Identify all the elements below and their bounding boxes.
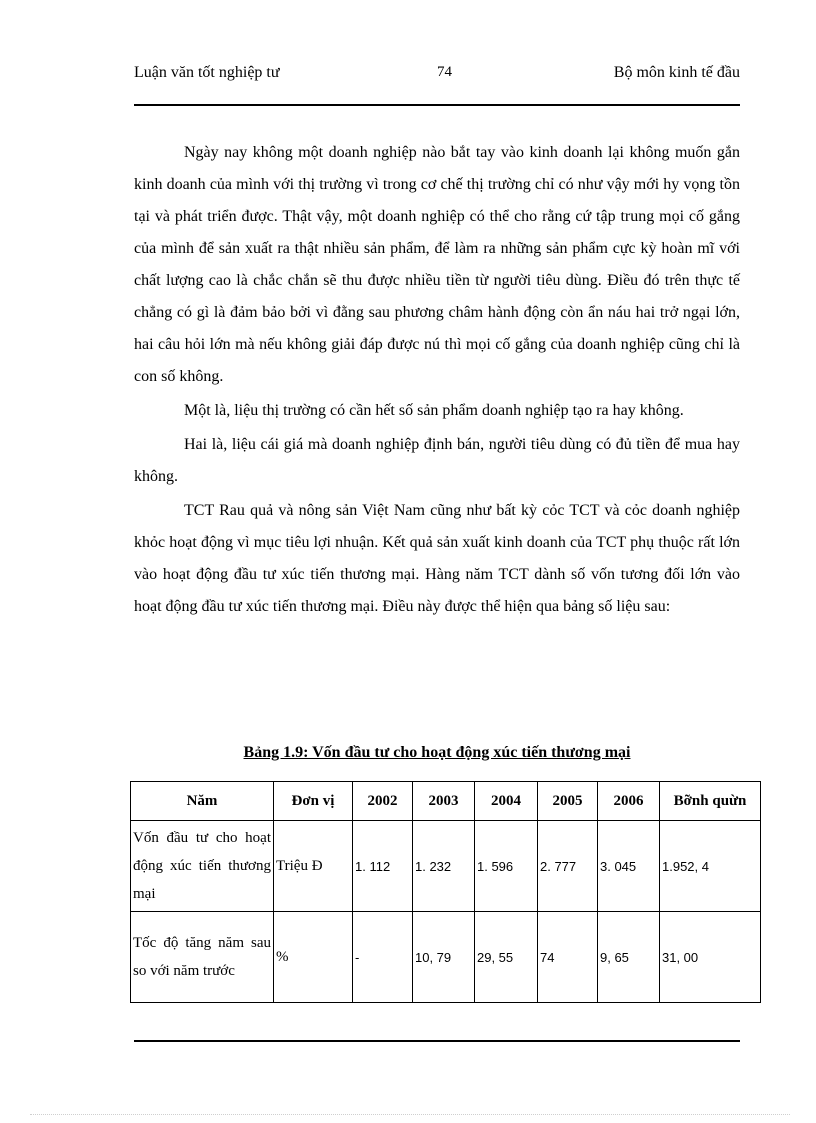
value-cell: 1. 112 [353, 821, 413, 912]
paragraph: TCT Rau quả và nông sản Việt Nam cũng như bất kỳ cỏc TCT và cỏc doanh nghiệp khỏc hoạt động vì mục tiêu lợi nhuận. Kết quả sản xuất kinh doanh của TCT phụ thuộc rất lớn vào hoạt động đầu tư xúc tiến thương mại. Hàng năm TCT dành số vốn tương đối lớn vào hoạt động đầu tư xúc tiến thương mại. Điều này được thể hiện qua bảng số liệu sau: [134, 502, 740, 615]
header-cell: Năm [131, 782, 274, 821]
header-cell: 2002 [353, 782, 413, 821]
table-header-row [131, 782, 761, 821]
table-row [131, 821, 761, 912]
row-label: Vốn đầu tư cho hoạt động xúc tiến thương mại [131, 821, 274, 912]
paragraph: Ngày nay không một doanh nghiệp nào bắt tay vào kinh doanh lại không muốn gắn kinh doanh của mình với thị trường vì trong cơ chế thị trường chỉ có như vậy mới hy vọng tồn tại và phát triển được. Thật vậy, một doanh nghiệp có thể cho rằng cứ tập trung mọi cố gắng của mình để sản xuất ra thật nhiều sản phẩm, để làm ra những sản phẩm cực kỳ hoàn mĩ với chất lượng cao là chắc chắn sẽ thu được nhiều tiền từ người tiêu dùng. Điều đó trên thực tế chẳng có gì là đảm bảo bởi vì đằng sau phương châm hành động còn ẩn náu hai trở ngại lớn, hai câu hỏi lớn mà nếu không giải đáp được nú thì mọi cố gắng của doanh nghiệp cũng chỉ là con số không. [134, 144, 740, 385]
value-cell: - [353, 912, 413, 1003]
value-cell: 1. 596 [475, 821, 538, 912]
value-cell: 1.952, 4 [660, 821, 761, 912]
row-label: Tốc độ tăng năm sau so với năm trước [131, 912, 274, 1003]
value-cell: 31, 00 [660, 912, 761, 1003]
header-cell: 2003 [413, 782, 475, 821]
paragraph: Một là, liệu thị trường có cần hết số sản phẩm doanh nghiệp tạo ra hay không. [184, 402, 684, 419]
value-cell: 2. 777 [538, 821, 598, 912]
header-thesis-title: Luận văn tốt nghiệp tư [134, 64, 280, 81]
paragraph: Hai là, liệu cái giá mà doanh nghiệp định bán, người tiêu dùng có đủ tiền để mua hay không. [134, 436, 740, 485]
header-department: Bộ môn kinh tế đầu [613, 64, 740, 81]
header-cell: 2005 [538, 782, 598, 821]
body-text [134, 137, 740, 625]
unit-cell: % [274, 912, 353, 1003]
unit-cell: Triệu Đ [274, 821, 353, 912]
value-cell: 10, 79 [413, 912, 475, 1003]
value-cell: 1. 232 [413, 821, 475, 912]
investment-table [130, 781, 761, 1003]
table-title: Bảng 1.9: Vốn đầu tư cho hoạt động xúc tiến thương mại [243, 744, 631, 761]
value-cell: 9, 65 [598, 912, 660, 1003]
value-cell: 74 [538, 912, 598, 1003]
header-divider [134, 104, 740, 106]
page-number: 74 [437, 64, 452, 80]
header-cell: Bỡnh quừn [660, 782, 761, 821]
value-cell: 29, 55 [475, 912, 538, 1003]
footer-divider [134, 1040, 740, 1042]
header-cell: 2006 [598, 782, 660, 821]
header-cell: Đơn vị [274, 782, 353, 821]
header-cell: 2004 [475, 782, 538, 821]
value-cell: 3. 045 [598, 821, 660, 912]
table-row [131, 912, 761, 1003]
page-edge-dots [30, 1114, 790, 1115]
